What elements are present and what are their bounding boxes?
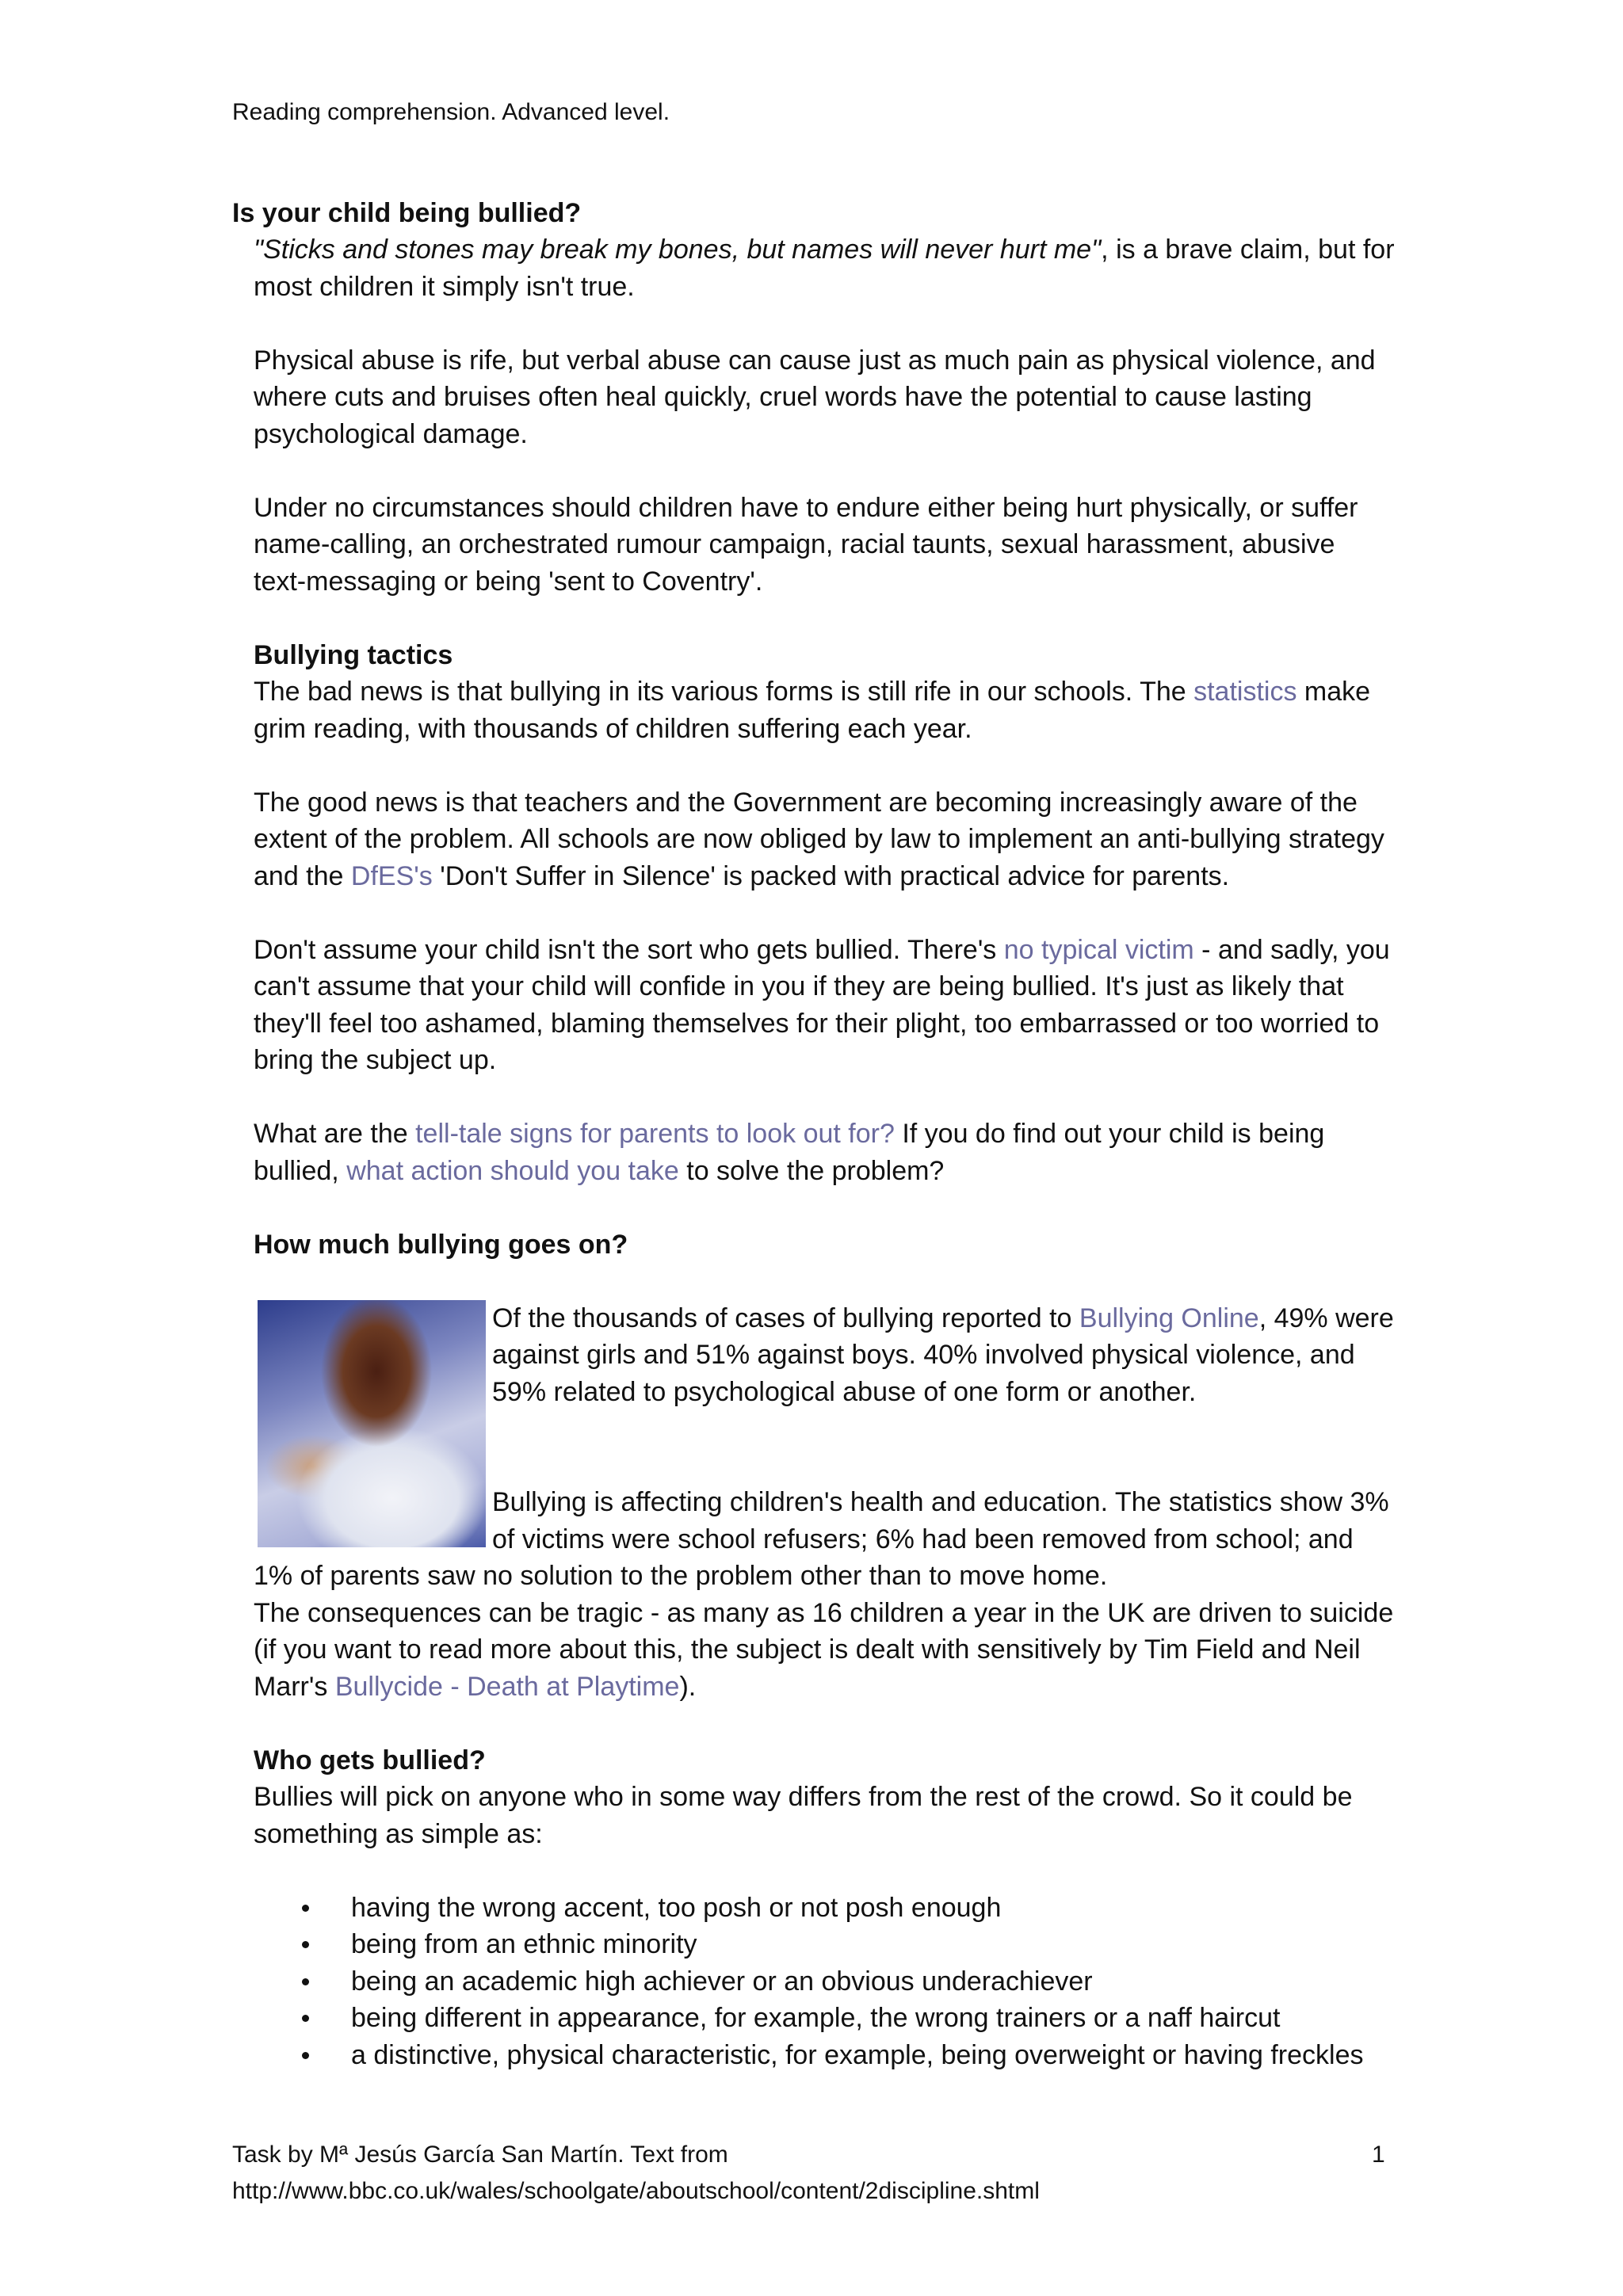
article-body [254,231,1395,2073]
section-heading-how-much: How much bullying goes on? [254,1229,628,1260]
consequences-paragraph: The consequences can be tragic - as many as 16 children a year in the UK are driven to suicide (if you want to read more about this, the subject is dealt with sensitively by Tim Field and Neil Marr's Bullycide - Death at Playtime). [254,1597,1394,1702]
no-typical-victim-link[interactable]: no typical victim [1003,934,1194,965]
bullying-photo [258,1300,486,1547]
page-number: 1 [1372,2142,1385,2168]
bad-news-paragraph: The bad news is that bullying in its various forms is still rife in our schools. The statistics make grim reading, with thousands of children suffering each year. [254,677,1371,744]
footer-source-url: http://www.bbc.co.uk/wales/schoolgate/aboutschool/content/2discipline.shtml [232,2178,1040,2204]
signs-paragraph: What are the tell-tale signs for parents to look out for? If you do find out your child is being bullied, what action should you take to solve the problem? [254,1119,1325,1186]
bullying-online-link[interactable]: Bullying Online [1079,1302,1259,1333]
article-title: Is your child being bullied? [232,198,582,228]
list-item: having the wrong accent, too posh or not posh enough [254,1890,1395,1927]
circumstances-paragraph: Under no circumstances should children have to endure either being hurt physically, or suffer name-calling, an orchestrated rumour campaign, racial taunts, sexual harassment, abusive text-messaging or being 'sent to Coventry'. [254,492,1358,597]
page-header: Reading comprehension. Advanced level. [232,99,670,125]
list-item: being an academic high achiever or an obvious underachiever [254,1963,1395,2000]
health-education-paragraph: Bullying is affecting children's health and education. The statistics show 3% of victims were school refusers; 6% had been removed from school; and 1% of parents saw no solution to the problem other than to move home. [254,1487,1389,1591]
typical-victim-paragraph: Don't assume your child isn't the sort who gets bullied. There's no typical victim - and sadly, you can't assume that your child will confide in you if they are being bullied. It's just as likely that they'll feel too ashamed, blaming themselves for their plight, too embarrassed or too worried to bring the subject up. [254,934,1390,1075]
good-news-paragraph: The good news is that teachers and the Government are becoming increasingly aware of the extent of the problem. All schools are now obliged by law to implement an anti-bullying strategy and the DfES's 'Don't Suffer in Silence' is packed with practical advice for parents. [254,787,1384,891]
who-intro-paragraph: Bullies will pick on anyone who in some way differs from the rest of the crowd. So it could be something as simple as: [254,1782,1353,1849]
footer-credit: Task by Mª Jesús García San Martín. Text from [232,2142,728,2168]
intro-quote: "Sticks and stones may break my bones, but names will never hurt me" [254,235,1102,265]
bullying-online-paragraph: Of the thousands of cases of bullying reported to Bullying Online, 49% were against girls and 51% against boys. 40% involved physical violence, and 59% related to psychological abuse of one form or another. [492,1302,1394,1407]
what-action-link[interactable]: what action should you take [346,1155,679,1186]
intro-paragraph [254,231,1395,305]
intro-text: , is a brave claim, but for most children it simply isn't true. [254,235,1395,302]
statistics-link[interactable]: statistics [1193,677,1297,707]
list-item: being from an ethnic minority [254,1926,1395,1963]
bullycide-link[interactable]: Bullycide - Death at Playtime [334,1671,680,1702]
page-footer [232,2137,1040,2210]
abuse-paragraph: Physical abuse is rife, but verbal abuse can cause just as much pain as physical violence, and where cuts and bruises often heal quickly, cruel words have the potential to cause lasting psychological damage. [254,345,1376,449]
list-item: being different in appearance, for example, the wrong trainers or a naff haircut [254,2000,1395,2037]
section-heading-who-gets-bullied: Who gets bullied? [254,1745,486,1775]
dfes-link[interactable]: DfES's [350,860,433,891]
statistics-block [254,1300,1395,1595]
bullied-reasons-list [254,1890,1395,2074]
tell-tale-signs-link[interactable]: tell-tale signs for parents to look out for? [415,1119,895,1149]
section-heading-bullying-tactics: Bullying tactics [254,639,453,670]
list-item: a distinctive, physical characteristic, for example, being overweight or having freckles [254,2037,1395,2074]
